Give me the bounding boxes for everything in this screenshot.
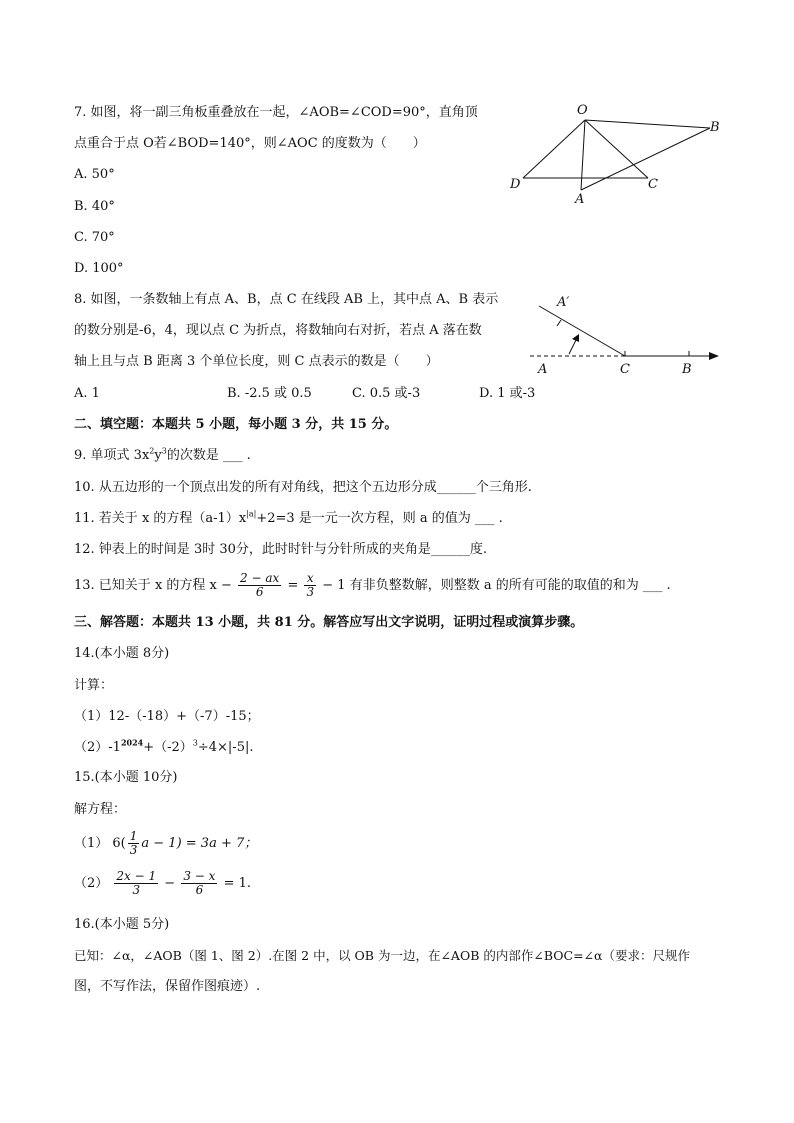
- q15-p1-post: a − 1) = 3a + 7；: [141, 836, 258, 851]
- q15-intro: 解方程：: [74, 802, 127, 817]
- q7-label-a: A: [575, 192, 585, 207]
- q13-text-post: − 1 有非负整数解，则整数 a 的所有可能的取值的和为 ___ .: [322, 578, 671, 593]
- q13-equals: =: [287, 578, 299, 593]
- q8-line3: 轴上且与点 B 距离 3 个单位长度，则 C 点表示的数是（ ）: [74, 354, 439, 369]
- q15-p2-minus: −: [164, 876, 176, 891]
- q8-option-a: A. 1: [74, 386, 100, 401]
- q13-frac2-denominator: 3: [306, 585, 315, 599]
- q9-sup1: 2: [149, 446, 155, 456]
- q13-fraction-2: [304, 572, 316, 599]
- q14-p2-sup2: 3: [192, 738, 198, 748]
- q7-triangle-figure: [505, 100, 730, 210]
- q15-p2-frac2-denominator: 6: [195, 883, 204, 897]
- q9-text-mid: y: [154, 448, 162, 463]
- q9-text-pre: 9. 单项式 3x: [74, 448, 150, 463]
- q15-p2-post: = 1.: [223, 876, 252, 891]
- q13-frac2-numerator: x: [304, 572, 316, 586]
- q15-p2-frac1-numerator: 2x − 1: [116, 869, 157, 883]
- q14-p2-sup: 2024: [120, 737, 144, 748]
- q7-line1: 7. 如图，将一副三角板重叠放在一起，∠AOB=∠COD=90°，直角顶: [74, 105, 478, 120]
- q7-option-a: A. 50°: [74, 167, 115, 182]
- q16-line2: 图，不写作法，保留作图痕迹）.: [74, 979, 261, 994]
- q7-label-o: O: [577, 103, 588, 118]
- q7-option-c: C. 70°: [74, 230, 115, 245]
- q14-part1: （1）12-（-18）+（-7）-15；: [74, 709, 260, 724]
- q14-heading: 14.(本小题 8分): [74, 646, 170, 661]
- q8-label-a: A: [538, 362, 548, 377]
- section-2-heading: 二、填空题：本题共 5 小题，每小题 3 分，共 15 分。: [74, 417, 398, 432]
- q8-number-line-figure: [525, 290, 725, 380]
- q11-text-pre: 11. 若关于 x 的方程（a-1）x: [74, 511, 247, 526]
- q16-heading: 16.(本小题 5分): [74, 917, 170, 932]
- q13-fraction-1: [238, 572, 281, 599]
- q9-line: [74, 448, 251, 464]
- q16-line1: 已知：∠α，∠AOB（图 1、图 2）.在图 2 中，以 OB 为一边，在∠AOB 的内部作∠BOC=∠α（要求：尺规作: [74, 948, 690, 963]
- q15-p1-fraction: [128, 830, 140, 857]
- q15-p2-frac2-numerator: 3 − x: [183, 869, 216, 883]
- q14-intro: 计算：: [74, 678, 114, 693]
- q15-p1-frac-numerator: 1: [129, 829, 138, 843]
- q14-p2-mid: +（-2）: [143, 740, 193, 755]
- q7-label-c: C: [648, 177, 658, 192]
- q8-line1: 8. 如图，一条数轴上有点 A、B，点 C 在线段 AB 上，其中点 A、B 表示: [74, 292, 499, 307]
- q8-option-d: D. 1 或-3: [479, 386, 536, 401]
- q10-line: 10. 从五边形的一个顶点出发的所有对角线，把这个五边形分成______个三角形.: [74, 480, 532, 495]
- q15-p2-fraction-2: [181, 870, 217, 897]
- q9-sup2: 3: [161, 446, 167, 456]
- q15-p1-pre: （1） 6(: [74, 836, 126, 851]
- q11-sup: |a|: [246, 509, 257, 519]
- q15-part1: [74, 830, 257, 857]
- q14-p2-pre: （2）-1: [74, 740, 121, 755]
- q8-option-c: C. 0.5 或-3: [352, 386, 421, 401]
- q14-p2-post: ÷4×|-5|.: [197, 740, 254, 755]
- q15-p2-fraction-1: [114, 870, 158, 897]
- q7-option-d: D. 100°: [74, 261, 124, 276]
- q8-label-a-prime: A′: [557, 295, 570, 310]
- q8-option-b: B. -2.5 或 0.5: [227, 386, 312, 401]
- q8-line2: 的数分别是-6，4，现以点 C 为折点，将数轴向右对折，若点 A 落在数: [74, 323, 482, 338]
- q13-line: [74, 572, 671, 599]
- q13-text-pre: 13. 已知关于 x 的方程 x −: [74, 578, 232, 593]
- q12-line: 12. 钟表上的时间是 3时 30分，此时时针与分针所成的夹角是______度.: [74, 542, 488, 557]
- q9-text-post: 的次数是 ___ .: [166, 448, 251, 463]
- q15-p2-frac1-denominator: 3: [132, 883, 141, 897]
- q7-label-d: D: [510, 177, 521, 192]
- q15-part2: [74, 870, 251, 897]
- q15-heading: 15.(本小题 10分): [74, 770, 178, 785]
- q15-p1-frac-denominator: 3: [129, 843, 138, 857]
- q15-p2-pre: （2）: [74, 876, 109, 891]
- q13-frac1-numerator: 2 − ax: [240, 571, 280, 585]
- q8-label-c: C: [620, 362, 630, 377]
- q7-line2: 点重合于点 O若∠BOD=140°，则∠AOC 的度数为（ ）: [74, 136, 426, 151]
- q14-part2: [74, 737, 254, 756]
- q11-line: [74, 511, 503, 527]
- q11-text-post: +2=3 是一元一次方程，则 a 的值为 ___ .: [256, 511, 503, 526]
- q7-label-b: B: [710, 120, 720, 135]
- q7-option-b: B. 40°: [74, 199, 115, 214]
- section-3-heading: 三、解答题：本题共 13 小题，共 81 分。解答应写出文字说明，证明过程或演算步骤。: [74, 615, 584, 630]
- q8-label-b: B: [682, 362, 692, 377]
- q13-frac1-denominator: 6: [255, 585, 264, 599]
